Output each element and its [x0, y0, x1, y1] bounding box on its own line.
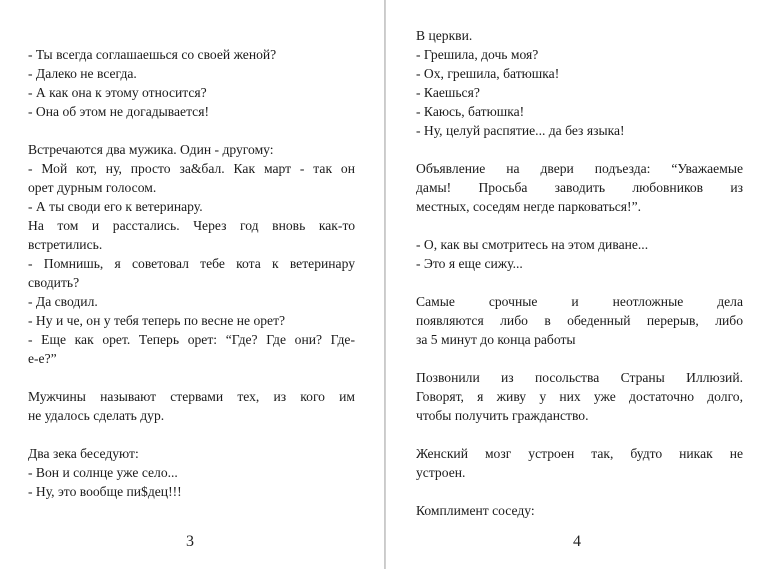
text-line: орет дурным голосом. [28, 180, 157, 195]
text-line: - Мой кот, ну, просто за&бал. Как март - так он [28, 161, 355, 176]
joke-sofa [416, 235, 743, 273]
text-line: Говорят, я живу у них уже достаточно долго, [416, 389, 743, 404]
text-line: - А как она к этому относится? [28, 85, 207, 100]
text-line: Встречаются два мужика. Один - другому: [28, 142, 274, 157]
joke-entrance-notice [416, 159, 743, 216]
right-page [386, 0, 770, 569]
joke-urgent-tasks [416, 292, 743, 349]
text-line: - Каешься? [416, 85, 480, 100]
text-line: - Ну, это вообще пи$дец!!! [28, 484, 182, 499]
text-line: - Ну и че, он у тебя теперь по весне не орет? [28, 313, 286, 328]
text-line: - Она об этом не догадывается! [28, 104, 209, 119]
text-line: сводить? [28, 275, 80, 290]
text-line: - Еще как орет. Теперь орет: “Где? Где они? Где- [28, 332, 355, 347]
text-line: Женский мозг устроен так, будто никак не [416, 446, 743, 461]
text-line: - Ты всегда соглашаешься со своей женой? [28, 47, 277, 62]
text-line: Мужчины называют стервами тех, из кого им [28, 389, 355, 404]
joke-embassy [416, 368, 743, 425]
text-line: местных, соседям негде парковаться!”. [416, 199, 642, 214]
text-line: появляются либо в обеденный перерыв, либо [416, 313, 743, 328]
text-line: устроен. [416, 465, 466, 480]
text-line: встретились. [28, 237, 103, 252]
text-line: В церкви. [416, 28, 473, 43]
text-line: - Грешила, дочь моя? [416, 47, 539, 62]
text-line: не удалось сделать дур. [28, 408, 165, 423]
joke-neighbor-compliment [416, 501, 743, 520]
text-line: Самые срочные и неотложные дела [416, 294, 743, 309]
joke-men-call [28, 387, 355, 425]
text-line: Комплимент соседу: [416, 503, 535, 518]
text-line: - Далеко не всегда. [28, 66, 137, 81]
text-line: - А ты своди его к ветеринару. [28, 199, 203, 214]
joke-cat-vet [28, 140, 355, 368]
page-number: 4 [573, 533, 581, 550]
text-line: - Да сводил. [28, 294, 98, 309]
left-page [0, 0, 384, 569]
left-page-text [28, 45, 355, 501]
text-line: за 5 минут до конца работы [416, 332, 576, 347]
text-line: Два зека беседуют: [28, 446, 139, 461]
page-number: 3 [186, 533, 194, 550]
text-line: - Каюсь, батюшка! [416, 104, 525, 119]
text-line: - Вон и солнце уже село... [28, 465, 178, 480]
text-line: - Это я еще сижу... [416, 256, 523, 271]
text-line: На том и расстались. Через год вновь как-то [28, 218, 355, 233]
text-line: - Ну, целуй распятие... да без языка! [416, 123, 625, 138]
text-line: - О, как вы смотритесь на этом диване... [416, 237, 649, 252]
text-line: е-е?” [28, 351, 57, 366]
text-line: дамы! Просьба заводить любовников из [416, 180, 743, 195]
joke-wife-agreement [28, 45, 355, 121]
text-line: Объявление на двери подъезда: “Уважаемые [416, 161, 743, 176]
right-page-text [416, 26, 743, 520]
text-line: - Ох, грешила, батюшка! [416, 66, 560, 81]
joke-church [416, 26, 743, 140]
text-line: - Помнишь, я советовал тебе кота к ветеринару [28, 256, 355, 271]
text-line: чтобы получить гражданство. [416, 408, 589, 423]
text-line: Позвонили из посольства Страны Иллюзий. [416, 370, 743, 385]
joke-two-convicts [28, 444, 355, 501]
joke-female-brain [416, 444, 743, 482]
